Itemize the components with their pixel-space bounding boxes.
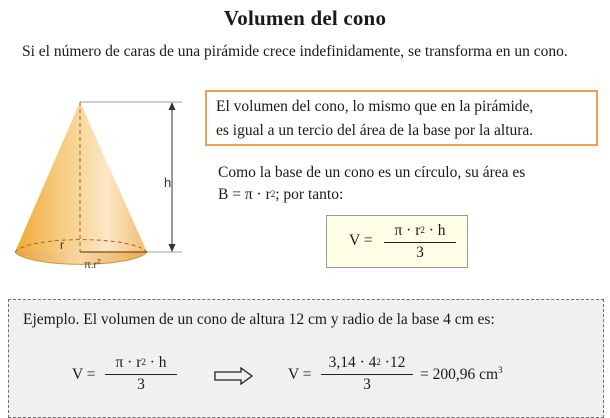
example-computation-numerator: $3,14 \cdot 4^2 \cdot 12$: [328, 354, 406, 371]
formula-fraction: [384, 222, 456, 262]
volume-definition-box: [205, 90, 598, 146]
cone-diagram: [0, 96, 200, 276]
example-formula-lhs: V =: [72, 366, 96, 383]
page-title: Volumen del cono: [223, 6, 387, 30]
definition-line-1: El volumen del cono, lo mismo que en la pirámide,: [216, 98, 534, 115]
fraction-bar: [105, 374, 177, 375]
example-formula-fraction: [105, 354, 177, 394]
height-label: h: [164, 175, 172, 190]
base-line-1: Como la base de un cono es un círculo, su área es: [218, 164, 526, 181]
arrow-down-head: [169, 244, 176, 252]
base-area-text: [218, 162, 598, 206]
cone-body: [15, 102, 147, 264]
arrow-up-head: [169, 102, 176, 110]
example-statement: Ejemplo. El volumen de un cono de altura 12 cm y radio de la base 4 cm es:: [23, 311, 495, 328]
cone-base: [15, 252, 147, 264]
radius-label: r: [60, 238, 64, 252]
example-formula-numerator: $\pi \cdot r^2 \cdot h$: [115, 354, 167, 371]
fraction-bar: [321, 374, 413, 375]
definition-line-2: es igual a un tercio del área de la base por la altura.: [216, 122, 534, 139]
example-box: [8, 299, 604, 418]
base-line-2: $B = \pi \cdot r^2$; por tanto:: [218, 186, 344, 203]
formula-lhs: V =: [349, 232, 373, 249]
example-computation-fraction: [321, 354, 413, 394]
formula-numerator: $\pi \cdot r^2 \cdot h$: [394, 222, 446, 239]
example-result: = 200,96 $cm^3$: [420, 365, 503, 383]
fraction-bar: [384, 242, 456, 243]
example-computation-denominator: 3: [363, 376, 371, 393]
intro-text: Si el número de caras de una pirámide crece indefinidamente, se transforma en un cono.: [22, 43, 568, 60]
formula-denominator: 3: [416, 244, 424, 261]
example-computation-lhs: V =: [288, 366, 312, 383]
volume-formula-box: [326, 215, 468, 268]
area-label: $\pi.r^2$: [84, 259, 101, 271]
implies-arrow-icon: [214, 367, 254, 385]
example-formula-denominator: 3: [137, 376, 145, 393]
